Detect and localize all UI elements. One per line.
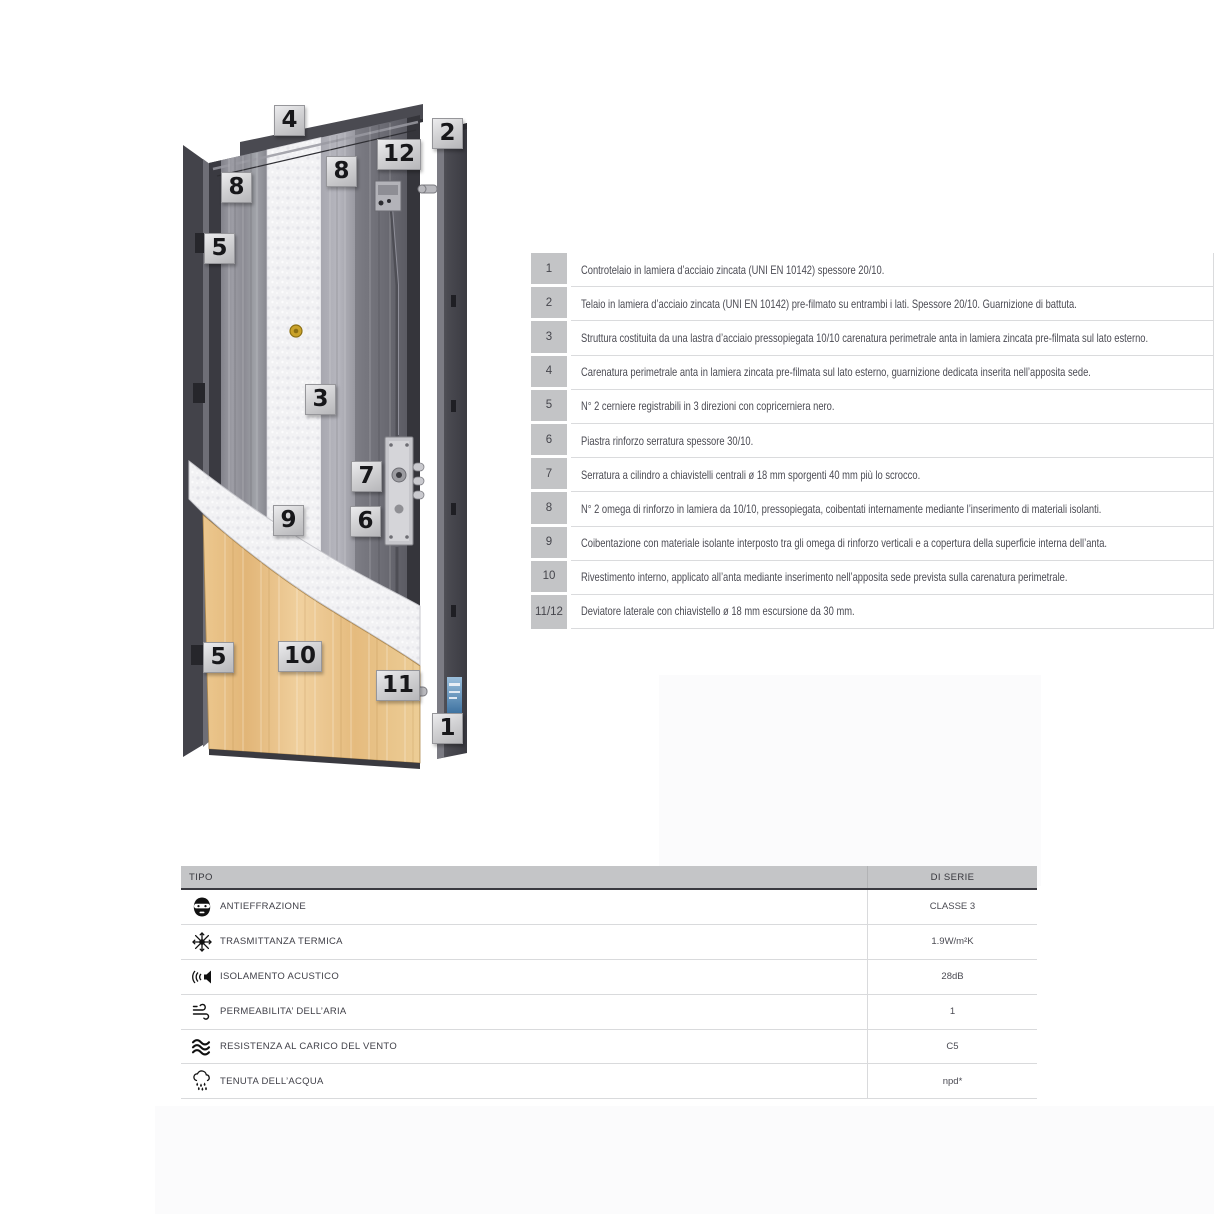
table-row: [181, 890, 1037, 925]
table-row: [531, 253, 1213, 287]
table-row: [181, 1064, 1037, 1099]
table-row: [531, 458, 1213, 492]
background-panel: [659, 675, 1041, 886]
spec-label: ISOLAMENTO ACUSTICO: [220, 971, 340, 983]
component-description: Struttura costituita da una lastra d’acciaio pressopiegata 10/10 carenatura perimetrale anta in lamiera zincata pre-filmata sul lato esterno.: [581, 330, 1149, 345]
diagram-label-1: 1: [432, 713, 463, 744]
wind-gust-icon: [188, 999, 215, 1025]
component-description: Telaio in lamiera d’acciaio zincata (UNI EN 10142) pre-filmato su entrambi i lati. Spessore 20/10. Guarnizione di battuta.: [581, 296, 1077, 311]
component-description: Coibentazione con materiale isolante interposto tra gli omega di rinforzo verticali e a copertura della superficie interna dell’anta.: [581, 536, 1108, 551]
diagram-label-8-left: 8: [221, 172, 252, 203]
spec-label: TENUTA DELL’ACQUA: [220, 1075, 324, 1087]
diagram-label-5-top: 5: [204, 233, 235, 264]
component-description: Deviatore laterale con chiavistello ø 18 mm escursione da 30 mm.: [581, 604, 855, 619]
component-number: 8: [531, 492, 567, 526]
diagram-label-4: 4: [274, 105, 305, 136]
door-cutaway-diagram: [165, 85, 485, 775]
component-description: Controtelaio in lamiera d’acciaio zincata (UNI EN 10142) spessore 20/10.: [581, 262, 885, 277]
diagram-label-9: 9: [273, 505, 304, 536]
gold-cylinder: [290, 325, 302, 337]
components-legend-table: [531, 253, 1214, 629]
diagram-label-10: 10: [278, 641, 322, 672]
spec-value: npd*: [867, 1064, 1037, 1098]
table-row: [531, 390, 1213, 424]
snowflake-icon: [188, 929, 215, 955]
component-number: 1: [531, 253, 567, 287]
component-number: 7: [531, 458, 567, 492]
specs-header-row: [181, 866, 1037, 890]
component-number: 5: [531, 390, 567, 424]
balaclava-icon: [188, 894, 215, 920]
spec-value: CLASSE 3: [867, 890, 1037, 924]
component-number: 4: [531, 356, 567, 390]
rain-cloud-icon: [188, 1068, 215, 1094]
table-row: [531, 492, 1213, 526]
spec-label: RESISTENZA AL CARICO DEL VENTO: [220, 1041, 398, 1052]
spec-label: TRASMITTANZA TERMICA: [220, 936, 343, 948]
component-description: N° 2 cerniere registrabili in 3 direzioni con copricerniera nero.: [581, 399, 835, 414]
component-number: 10: [531, 561, 567, 595]
table-row: [531, 561, 1213, 595]
table-row: [181, 995, 1037, 1030]
column-header-di-serie: DI SERIE: [867, 866, 1037, 888]
component-number: 2: [531, 287, 567, 321]
component-description: Carenatura perimetrale anta in lamiera zincata pre-filmata sul lato esterno, guarnizione dedicata inserita nell’apposita sede.: [581, 365, 1091, 380]
deviatore-device: [375, 181, 401, 211]
table-row: [531, 287, 1213, 321]
table-row: [181, 925, 1037, 960]
spec-value: 1.9W/m²K: [867, 925, 1037, 959]
specifications-table: [181, 866, 1037, 1099]
door-frame-bar: [437, 123, 467, 759]
spec-label: ANTIEFFRAZIONE: [220, 901, 307, 913]
component-description: Piastra rinforzo serratura spessore 30/10.: [581, 433, 754, 448]
diagram-label-7: 7: [351, 461, 382, 492]
table-row: [181, 960, 1037, 995]
table-row: [531, 424, 1213, 458]
table-row: [531, 321, 1213, 355]
spec-value: 1: [867, 995, 1037, 1029]
diagram-label-8-right: 8: [326, 156, 357, 187]
diagram-label-2: 2: [432, 118, 463, 149]
diagram-label-3: 3: [305, 384, 336, 415]
speaker-waves-icon: [188, 964, 215, 990]
component-description: Serratura a cilindro a chiavistelli centrali ø 18 mm sporgenti 40 mm più lo scrocco.: [581, 467, 921, 482]
table-row: [531, 595, 1213, 629]
diagram-label-5-bottom: 5: [203, 642, 234, 673]
component-number: 9: [531, 527, 567, 561]
diagram-label-11: 11: [376, 670, 420, 701]
spec-label: PERMEABILITA’ DELL’ARIA: [220, 1006, 347, 1018]
component-number: 11/12: [531, 595, 567, 629]
table-row: [531, 527, 1213, 561]
column-header-tipo: TIPO: [189, 871, 213, 883]
diagram-label-6: 6: [350, 506, 381, 537]
diagram-label-12: 12: [377, 139, 421, 170]
table-row: [531, 356, 1213, 390]
component-number: 3: [531, 321, 567, 355]
table-row: [181, 1030, 1037, 1065]
component-description: N° 2 omega di rinforzo in lamiera da 10/10, pressopiegata, coibentati internamente mediante l’inserimento di materiali isolanti.: [581, 501, 1102, 516]
component-description: Rivestimento interno, applicato all’anta mediante inserimento nell’apposita sede prevista sulla carenatura perimetrale.: [581, 570, 1068, 585]
component-number: 6: [531, 424, 567, 458]
wind-waves-icon: [188, 1034, 215, 1060]
background-panel: [155, 1106, 1214, 1214]
spec-value: C5: [867, 1030, 1037, 1064]
spec-value: 28dB: [867, 960, 1037, 994]
